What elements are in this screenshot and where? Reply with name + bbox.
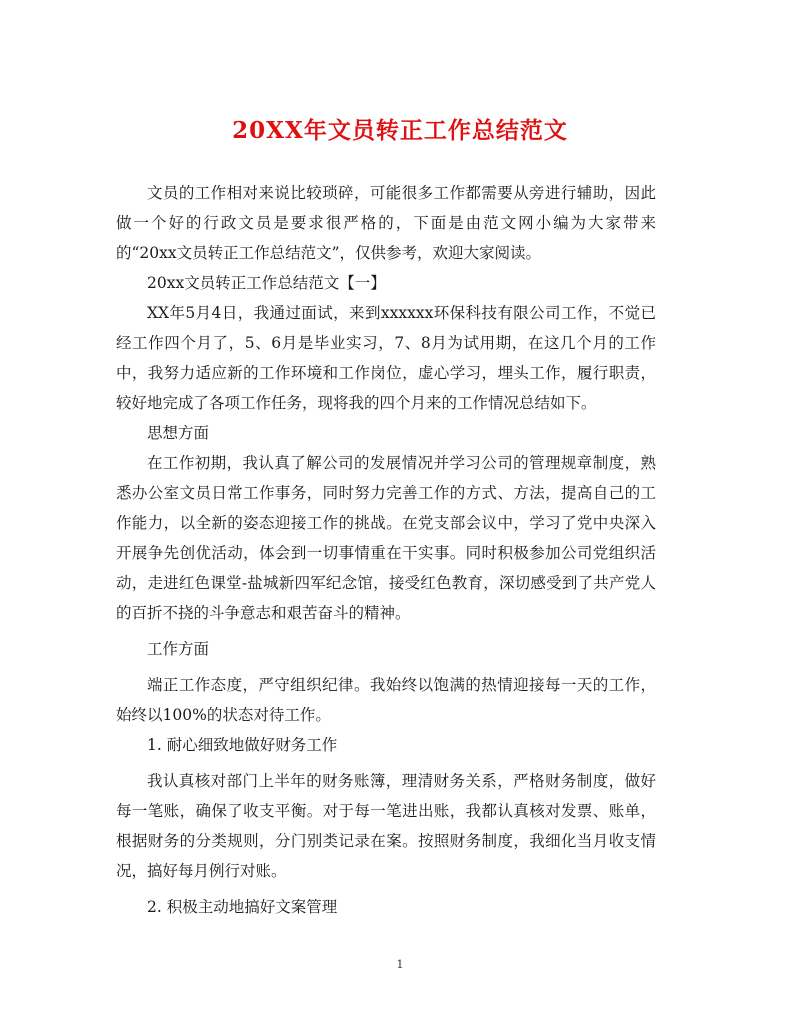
paragraph-background: XX年5月4日，我通过面试，来到xxxxxx环保科技有限公司工作，不觉已经工作四个月了，5、6月是毕业实习，7、8月为试用期，在这几个月的工作中，我努力适应新的工作环境和工作岗位，虚心学习，埋头工作，履行职责，较好地完成了各项工作任务，现将我的四个月来的工作情况总结如下。	[116, 304, 656, 412]
paragraph-thought: 在工作初期，我认真了解公司的发展情况并学习公司的管理规章制度，熟悉办公室文员日常工作事务，同时努力完善工作的方式、方法，提高自己的工作能力，以全新的姿态迎接工作的挑战。在党支部会议中，学习了党中央深入开展争先创优活动，体会到一切事情重在干实事。同时积极参加公司党组织活动，走进红色课堂-盐城新四军纪念馆，接受红色教育，深切感受到了共产党人的百折不挠的斗争意志和艰苦奋斗的精神。	[116, 454, 656, 622]
section-heading-work: 工作方面	[147, 640, 210, 658]
section-heading-thought: 思想方面	[147, 424, 210, 442]
list-item-documents: 2. 积极主动地搞好文案管理	[147, 898, 338, 916]
document-title: 20XX年文员转正工作总结范文	[232, 117, 568, 144]
section-heading-one: 20xx文员转正工作总结范文【一】	[147, 274, 386, 292]
list-item-finance: 1. 耐心细致地做好财务工作	[147, 736, 338, 754]
page-number: 1	[396, 958, 404, 971]
paragraph-finance: 我认真核对部门上半年的财务账簿，理清财务关系，严格财务制度，做好每一笔账，确保了收支平衡。对于每一笔进出账，我都认真核对发票、账单，根据财务的分类规则，分门别类记录在案。按照财务制度，我细化当月收支情况，搞好每月例行对账。	[116, 772, 656, 880]
paragraph-intro: 文员的工作相对来说比较琐碎，可能很多工作都需要从旁进行辅助，因此做一个好的行政文员是要求很严格的，下面是由范文网小编为大家带来的“20xx文员转正工作总结范文”，仅供参考，欢迎大家阅读。	[116, 184, 656, 262]
document-body	[116, 178, 656, 922]
paragraph-work-attitude: 端正工作态度，严守组织纪律。我始终以饱满的热情迎接每一天的工作，始终以100%的状态对待工作。	[116, 676, 656, 724]
